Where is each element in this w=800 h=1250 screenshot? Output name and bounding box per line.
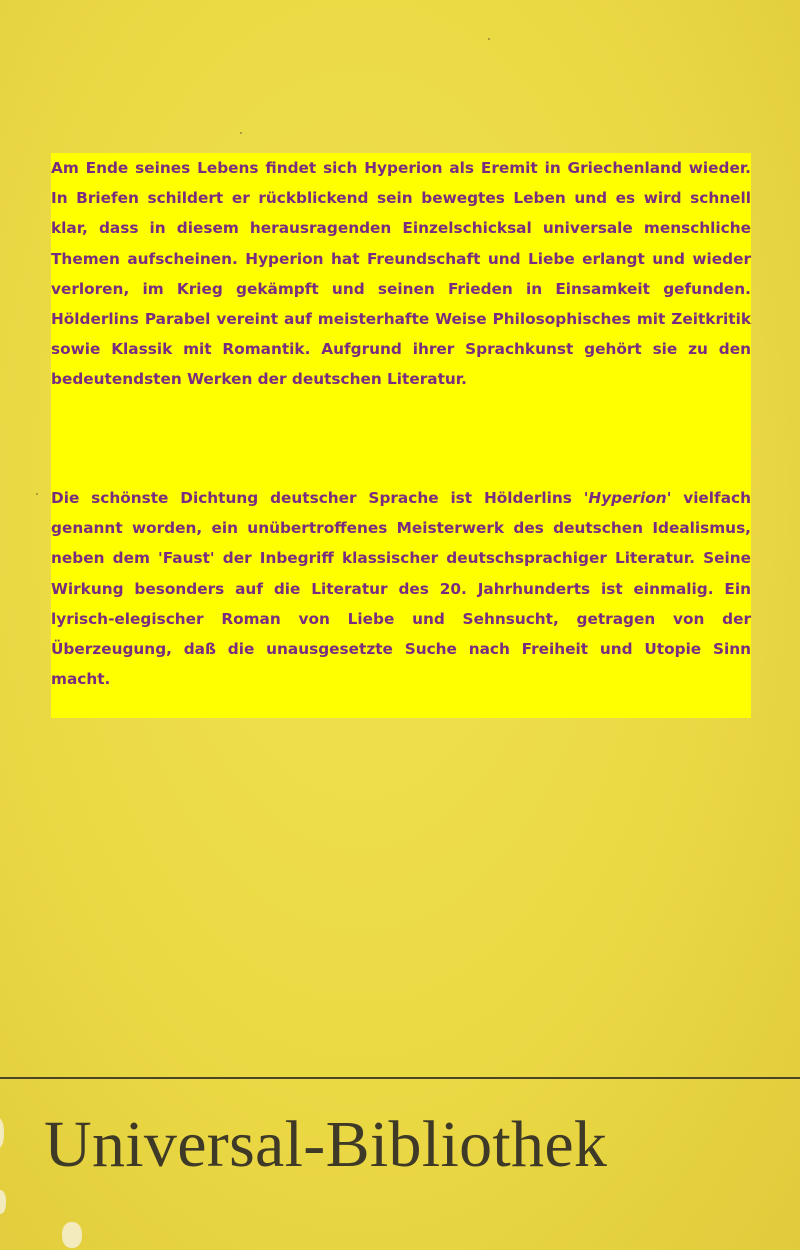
blurb-paragraph-2-intro: Die schönste Dichtung deutscher Sprache ist Hölderlins ' bbox=[51, 489, 589, 507]
paper-wear-mark bbox=[0, 1190, 6, 1214]
blurb-paragraph-2 bbox=[51, 483, 751, 694]
blurb-highlight-box bbox=[51, 153, 751, 718]
divider-line bbox=[0, 1077, 800, 1079]
blurb-paragraph-2-rest: ' vielfach genannt worden, ein unübertroffenes Meisterwerk des deutschen Idealismus, neben dem 'Faust' der Inbegriff klassischer deutschsprachiger Literatur. Seine Wirkung besonders auf die Literatur des 20. Jahrhunderts ist einmalig. Ein lyrisch-elegischer Roman von Liebe und Sehnsucht, getragen von der Überzeugung, daß die unausgesetzte Suche nach Freiheit und Utopie Sinn macht. bbox=[51, 489, 751, 689]
paper-wear-mark bbox=[0, 1118, 4, 1148]
book-title-hyperion: Hyperion bbox=[588, 489, 667, 507]
blurb-paragraph-1: Am Ende seines Lebens findet sich Hyperion als Eremit in Griechenland wieder. In Briefen schildert er rückblickend sein bewegtes Leben und es wird schnell klar, dass in diesem herausragenden Einzelschicksal universale menschliche Themen aufscheinen. Hyperion hat Freundschaft und Liebe erlangt und wieder verloren, im Krieg gekämpft und seinen Frieden in Einsamkeit gefunden. Hölderlins Parabel vereint auf meisterhafte Weise Philosophisches mit Zeitkritik sowie Klassik mit Romantik. Aufgrund ihrer Sprachkunst gehört sie zu den bedeutendsten Werken der deutschen Literatur. bbox=[51, 159, 751, 389]
paper-speck bbox=[488, 38, 490, 40]
paper-wear-mark bbox=[62, 1222, 82, 1248]
paper-speck bbox=[240, 132, 242, 134]
series-title: Universal-Bibliothek bbox=[44, 1108, 608, 1181]
paper-speck bbox=[36, 493, 38, 495]
